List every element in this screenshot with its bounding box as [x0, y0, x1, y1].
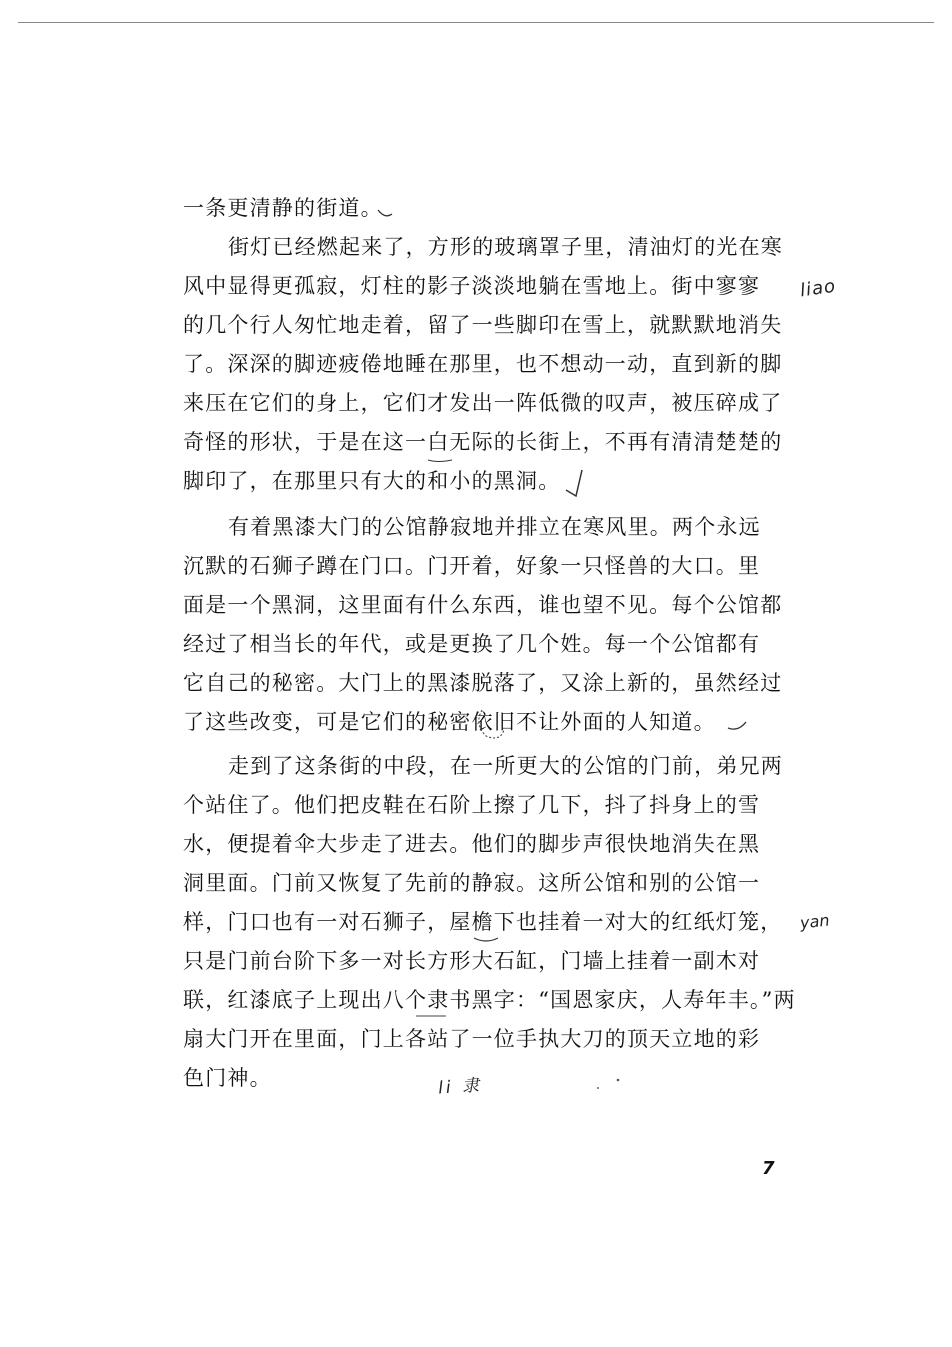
text-line-9: 有着黑漆大门的公馆静寂地并排立在寒风里。两个永远 [228, 515, 761, 539]
text-line-13: 它自己的秘密。大门上的黑漆脱落了，又涂上新的，虽然经过 [183, 671, 783, 695]
text-line-15: 走到了这条街的中段，在一所更大的公馆的门前，弟兄两 [228, 754, 783, 778]
text-line-1: 一条更清静的街道。 [183, 196, 383, 220]
text-line-21: 联，红漆底子上现出八个隶书黑字：“国恩家庆，人寿年丰。”两 [183, 988, 796, 1012]
text-line-18: 洞里面。门前又恢复了先前的静寂。这所公馆和别的公馆一 [183, 871, 761, 895]
text-line-14: 了这些改变，可是它们的秘密依旧不让外面的人知道。 [183, 710, 716, 734]
text-line-5: 了。深深的脚迹疲倦地睡在那里，也不想动一动，直到新的脚 [183, 352, 783, 376]
text-line-4: 的几个行人匆忙地走着，留了一些脚印在雪上，就默默地消失 [183, 313, 783, 337]
text-line-19: 样，门口也有一对石狮子，屋檐下也挂着一对大的红纸灯笼， [183, 910, 783, 934]
text-line-23: 色门神。 [183, 1066, 272, 1090]
text-line-8: 脚印了，在那里只有大的和小的黑洞。 [183, 469, 561, 493]
text-line-6: 来压在它们的身上，它们才发出一阵低微的叹声，被压碎成了 [183, 391, 783, 415]
text-line-11: 面是一个黑洞，这里面有什么东西，谁也望不见。每个公馆都 [183, 593, 783, 617]
text-line-12: 经过了相当长的年代，或是更换了几个姓。每一个公馆都有 [183, 632, 761, 656]
margin-note-yan: yan [799, 910, 831, 933]
text-line-16: 个站住了。他们把皮鞋在石阶上擦了几下，抖了抖身上的雪 [183, 793, 761, 817]
margin-note-liao: liao [798, 275, 838, 302]
text-line-10: 沉默的石狮子蹲在门口。门开着，好象一只怪兽的大口。里 [183, 554, 761, 578]
text-line-22: 扇大门开在里面，门上各站了一位手执大刀的顶天立地的彩 [183, 1027, 761, 1051]
text-line-2: 街灯已经燃起来了，方形的玻璃罩子里，清油灯的光在寒 [228, 235, 783, 259]
text-line-7: 奇怪的形状，于是在这一白无际的长街上，不再有清清楚楚的 [183, 430, 783, 454]
text-line-17: 水，便提着伞大步走了进去。他们的脚步声很快地消失在黑 [183, 832, 761, 856]
text-line-20: 只是门前台阶下多一对长方形大石缸，门墙上挂着一副木对 [183, 949, 761, 973]
page-number: 7 [762, 1158, 775, 1179]
text-line-3: 风中显得更孤寂，灯柱的影子淡淡地躺在雪地上。街中寥寥 [183, 274, 761, 298]
bottom-note-li: li 隶 [437, 1075, 483, 1099]
